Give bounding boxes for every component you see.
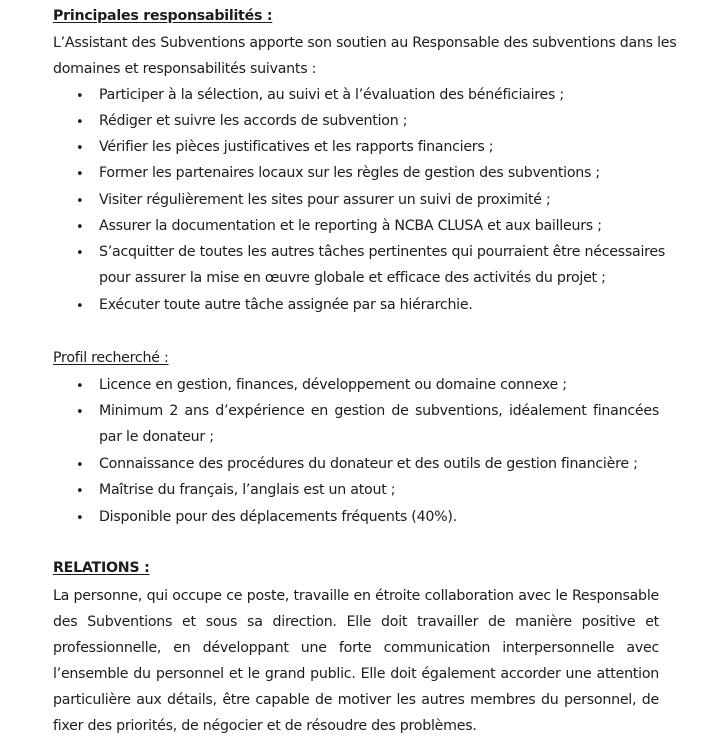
bullet-icon: • (76, 194, 84, 209)
bullet-icon: • (76, 405, 84, 420)
profile-item: Licence en gestion, finances, développement ou domaine connexe ; (99, 377, 567, 393)
responsibility-item-continuation: pour assurer la mise en œuvre globale et efficace des activités du projet ; (99, 270, 606, 286)
profile-item: Disponible pour des déplacements fréquents (40%). (99, 509, 457, 525)
bullet-icon: • (76, 115, 84, 130)
relations-paragraph-line: l’ensemble du personnel et le grand public. Elle doit également accorder une attention (53, 666, 659, 682)
profile-item: Maîtrise du français, l’anglais est un atout ; (99, 482, 396, 498)
profile-item-continuation: par le donateur ; (99, 429, 214, 445)
bullet-icon: • (76, 220, 84, 235)
relations-paragraph-line: particulière aux détails, être capable de motiver les autres membres du personnel, de (53, 692, 659, 708)
responsibility-item: Visiter régulièrement les sites pour assurer un suivi de proximité ; (99, 192, 551, 208)
bullet-icon: • (76, 167, 84, 182)
profile-item: Minimum 2 ans d’expérience en gestion de subventions, idéalement financées (99, 403, 659, 419)
responsibilities-intro-line-1: L’Assistant des Subventions apporte son soutien au Responsable des subventions dans les (53, 35, 677, 51)
bullet-icon: • (76, 379, 84, 394)
responsibility-item: Participer à la sélection, au suivi et à l’évaluation des bénéficiaires ; (99, 87, 564, 103)
profile-item: Connaissance des procédures du donateur et des outils de gestion financière ; (99, 456, 638, 472)
responsibilities-intro-line-2: domaines et responsabilités suivants : (53, 61, 317, 77)
responsibility-item: Former les partenaires locaux sur les règles de gestion des subventions ; (99, 165, 600, 181)
responsibility-item: Assurer la documentation et le reporting à NCBA CLUSA et aux bailleurs ; (99, 218, 602, 234)
relations-paragraph-line: fixer des priorités, de négocier et de résoudre des problèmes. (53, 718, 477, 734)
bullet-icon: • (76, 458, 84, 473)
bullet-icon: • (76, 299, 84, 314)
responsibility-item: Exécuter toute autre tâche assignée par sa hiérarchie. (99, 297, 473, 313)
bullet-icon: • (76, 484, 84, 499)
bullet-icon: • (76, 511, 84, 526)
relations-paragraph-line: des Subventions et sous sa direction. Elle doit travailler de manière positive et (53, 614, 659, 630)
bullet-icon: • (76, 246, 84, 261)
profile-heading: Profil recherché : (53, 350, 169, 366)
responsibilities-heading: Principales responsabilités : (53, 8, 273, 24)
responsibility-item: S’acquitter de toutes les autres tâches pertinentes qui pourraient être nécessaires (99, 244, 666, 260)
relations-paragraph-line: La personne, qui occupe ce poste, travaille en étroite collaboration avec le Responsable (53, 588, 659, 604)
responsibility-item: Rédiger et suivre les accords de subvention ; (99, 113, 408, 129)
bullet-icon: • (76, 89, 84, 104)
relations-heading: RELATIONS : (53, 560, 150, 576)
responsibility-item: Vérifier les pièces justificatives et les rapports financiers ; (99, 139, 494, 155)
relations-paragraph-line: professionnelle, en développant une forte communication interpersonnelle avec (53, 640, 659, 656)
bullet-icon: • (76, 141, 84, 156)
